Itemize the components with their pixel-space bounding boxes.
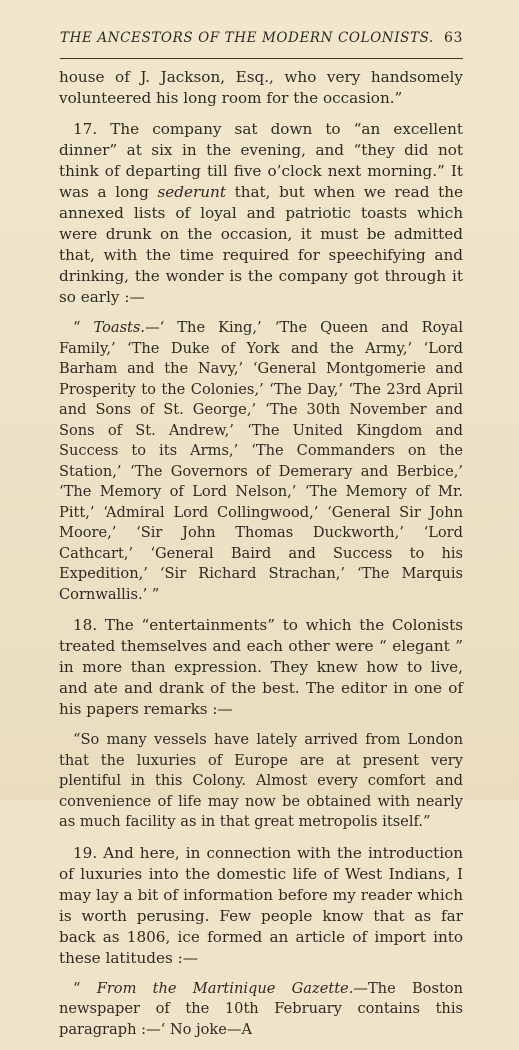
text-run: 17. The company sat down to “an excellent dinner” at six in the evening, and “they did not think of departing till five o’clock next morning.” It was a long — [59, 120, 463, 201]
text-run: —The Boston newspaper of the 10th February contains this paragraph :—‘ No joke—A — [59, 979, 463, 1038]
italic-text: sederunt — [157, 183, 226, 201]
page-number: 63 — [443, 30, 463, 46]
text-run: 19. And here, in connection with the introduction of luxuries into the domestic life of West Indians, I may lay a bit of information before my reader which is worth perusing. Few people know that as far back as 1806, ice formed an article of import into these latitudes :— — [59, 843, 463, 967]
page-body — [59, 67, 463, 1050]
martinique-quotation — [59, 979, 463, 1041]
text-run: “So many vessels have lately arrived from London that the luxuries of Europe are at present very plentiful in this Colony. Almost every comfort and convenience of life may now be obtained with nearly as much facility as in that great metropolis itself.” — [59, 731, 463, 830]
text-run: 18. The “entertainments” to which the Colonists treated themselves and each other were “ elegant ” in more than expression. They knew how to live, and ate and drank of the best. The editor in one of his papers remarks :— — [59, 616, 463, 718]
toasts-quotation — [59, 318, 463, 605]
paragraph-17 — [59, 119, 463, 308]
text-run: —‘ The King,’ ‘The Queen and Royal Family,’ ‘The Duke of York and the Army,’ ‘Lord Barham and the Navy,’ ‘General Montgomerie and Prosperity to the Colonies,’ ‘The Day,’ ‘The 23rd April and Sons of St. George,’ ‘The 30th November and Sons of St. Andrew,’ ‘The United Kingdom and Success to its Arms,’ ‘The Commanders on the Station,’ ‘The Governors of Demerary and Berbice,’ ‘The Memory of Lord Nelson,’ ‘The Memory of Mr. Pitt,’ ‘Admiral Lord Collingwood,’ ‘General Sir John Moore,’ ‘Sir John Thomas Duckworth,’ ‘Lord Cathcart,’ ‘General Baird and Success to his Expedition,’ ‘Sir Richard Strachan,’ ‘The Marquis Cornwallis.’ ” — [59, 319, 463, 603]
paragraph-19 — [59, 843, 463, 969]
running-header — [60, 30, 463, 54]
italic-text: From the Martinique Gazette. — [96, 979, 354, 997]
running-title: THE ANCESTORS OF THE MODERN COLONISTS. — [60, 30, 434, 46]
text-run: that, but when we read the annexed lists of loyal and patriotic toasts which were drunk on the occasion, it must be admitted that, with the time required for speechifying and drinking, the wonder is the company got through it so early :— — [59, 183, 463, 306]
text-run: “ — [73, 319, 94, 336]
header-rule — [60, 58, 463, 59]
paragraph-18 — [59, 615, 463, 720]
text-run: house of J. Jackson, Esq., who very handsomely volunteered his long room for the occasion.” — [59, 68, 463, 107]
vessels-quotation — [59, 730, 463, 833]
italic-text: Toasts. — [93, 319, 146, 336]
paragraph-continuation — [59, 67, 463, 109]
text-run: “ — [73, 979, 97, 997]
